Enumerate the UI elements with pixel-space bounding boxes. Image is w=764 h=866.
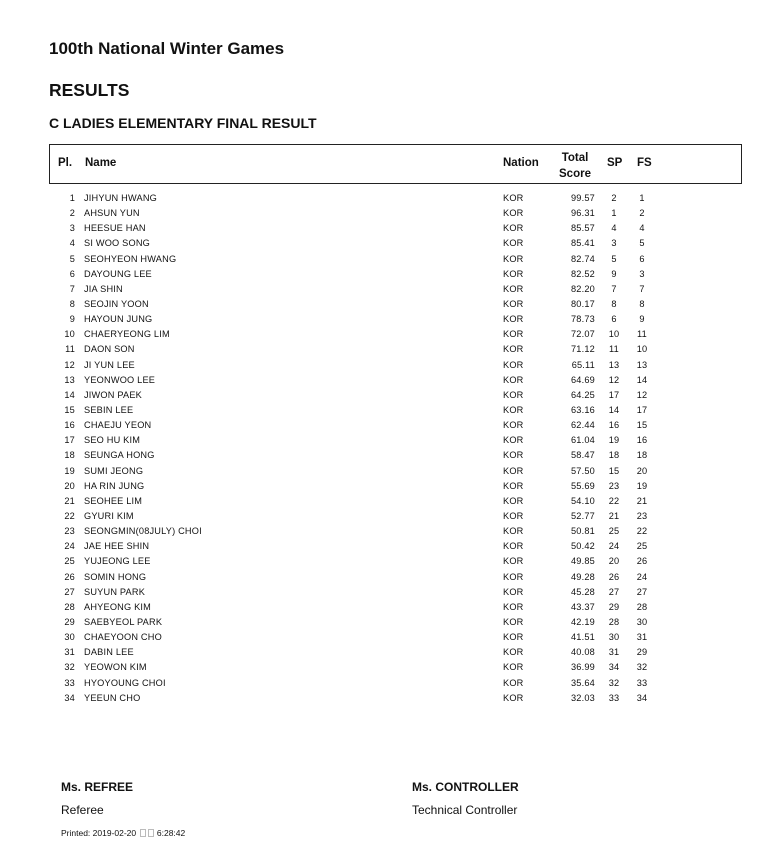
cell-fs-rank: 16 (636, 435, 648, 446)
cell-nation: KOR (503, 647, 524, 658)
cell-fs-rank: 13 (636, 359, 648, 370)
cell-name: SEO HU KIM (84, 435, 141, 446)
cell-sp-rank: 24 (608, 541, 620, 552)
cell-place: 22 (64, 510, 75, 521)
cell-sp-rank: 3 (611, 238, 617, 249)
cell-sp-rank: 10 (608, 329, 620, 340)
cell-sp-rank: 25 (608, 526, 620, 537)
cell-place: 4 (69, 238, 75, 249)
cell-fs-rank: 8 (639, 298, 645, 309)
table-row (0, 222, 764, 237)
cell-nation: KOR (503, 450, 524, 461)
cell-name: CHAEJU YEON (84, 420, 152, 431)
cell-sp-rank: 17 (608, 389, 620, 400)
cell-nation: KOR (503, 541, 524, 552)
cell-name: SUMI JEONG (84, 465, 144, 476)
cell-place: 33 (64, 677, 75, 688)
cell-sp-rank: 18 (608, 450, 620, 461)
table-row (0, 298, 764, 313)
table-row (0, 510, 764, 525)
cell-nation: KOR (503, 223, 524, 234)
cell-sp-rank: 19 (608, 435, 620, 446)
cell-fs-rank: 22 (636, 526, 648, 537)
cell-total-score: 58.47 (571, 450, 595, 461)
cell-name: SAEBYEOL PARK (84, 616, 163, 627)
cell-fs-rank: 29 (636, 647, 648, 658)
cell-place: 23 (64, 526, 75, 537)
cell-place: 27 (64, 586, 75, 597)
cell-place: 29 (64, 616, 75, 627)
cell-name: HAYOUN JUNG (84, 314, 153, 325)
cell-sp-rank: 20 (608, 556, 620, 567)
cell-place: 30 (64, 632, 75, 643)
cell-total-score: 63.16 (571, 404, 595, 415)
cell-nation: KOR (503, 632, 524, 643)
cell-fs-rank: 15 (636, 420, 648, 431)
cell-nation: KOR (503, 510, 524, 521)
cell-sp-rank: 1 (611, 208, 617, 219)
cell-fs-rank: 12 (636, 389, 648, 400)
column-header-total-line2: Score (559, 168, 591, 180)
printed-date: Printed: 2019-02-20 (61, 828, 137, 838)
cell-name: YEONWOO LEE (84, 374, 156, 385)
cell-name: YEEUN CHO (84, 692, 141, 703)
cell-place: 31 (64, 647, 75, 658)
cell-total-score: 55.69 (571, 480, 595, 491)
cell-place: 8 (69, 298, 75, 309)
cell-fs-rank: 6 (639, 253, 645, 264)
cell-total-score: 43.37 (571, 601, 595, 612)
cell-fs-rank: 33 (636, 677, 648, 688)
cell-name: HYOYOUNG CHOI (84, 677, 166, 688)
cell-total-score: 65.11 (571, 359, 595, 370)
cell-name: JIA SHIN (84, 283, 123, 294)
cell-sp-rank: 33 (608, 692, 620, 703)
cell-fs-rank: 26 (636, 556, 648, 567)
table-row (0, 646, 764, 661)
cell-fs-rank: 2 (639, 208, 645, 219)
table-row (0, 343, 764, 358)
cell-nation: KOR (503, 314, 524, 325)
cell-sp-rank: 14 (608, 404, 620, 415)
table-row (0, 480, 764, 495)
cell-name: SEONGMIN(08JULY) CHOI (84, 526, 202, 537)
cell-place: 26 (64, 571, 75, 582)
cell-name: JIWON PAEK (84, 389, 142, 400)
table-row (0, 404, 764, 419)
table-row (0, 389, 764, 404)
printed-time: 6:28:42 (156, 828, 186, 838)
cell-total-score: 78.73 (571, 314, 595, 325)
cell-fs-rank: 24 (636, 571, 648, 582)
cell-name: DAYOUNG LEE (84, 268, 152, 279)
table-row (0, 525, 764, 540)
referee-name: Ms. REFREE (61, 780, 134, 794)
cell-total-score: 82.20 (571, 283, 595, 294)
cell-nation: KOR (503, 556, 524, 567)
cell-fs-rank: 3 (639, 268, 645, 279)
cell-place: 5 (69, 253, 75, 264)
table-row (0, 677, 764, 692)
cell-total-score: 45.28 (571, 586, 595, 597)
cell-total-score: 50.81 (571, 526, 595, 537)
cell-place: 21 (64, 495, 75, 506)
column-header-total-score (553, 150, 597, 182)
cell-nation: KOR (503, 662, 524, 673)
referee-role: Referee (61, 803, 104, 817)
cell-sp-rank: 11 (609, 344, 619, 355)
cell-total-score: 57.50 (571, 465, 595, 476)
cell-name: AHYEONG KIM (84, 601, 152, 612)
cell-name: JI YUN LEE (84, 359, 135, 370)
table-row (0, 555, 764, 570)
cell-nation: KOR (503, 435, 524, 446)
table-row (0, 207, 764, 222)
cell-sp-rank: 28 (608, 616, 620, 627)
event-title: 100th National Winter Games (49, 39, 285, 58)
cell-total-score: 80.17 (571, 298, 595, 309)
category-title: C LADIES ELEMENTARY FINAL RESULT (49, 115, 317, 131)
printed-timestamp (61, 828, 185, 838)
cell-sp-rank: 13 (608, 359, 620, 370)
cell-sp-rank: 21 (608, 510, 620, 521)
cell-nation: KOR (503, 495, 524, 506)
cell-place: 19 (64, 465, 75, 476)
cell-fs-rank: 11 (637, 329, 647, 340)
cell-place: 11 (65, 344, 75, 355)
cell-place: 9 (69, 314, 75, 325)
cell-name: SI WOO SONG (84, 238, 151, 249)
cell-total-score: 49.28 (571, 571, 595, 582)
table-row (0, 328, 764, 343)
cell-nation: KOR (503, 208, 524, 219)
cell-nation: KOR (503, 692, 524, 703)
missing-glyph-icon (140, 829, 146, 837)
cell-name: DAON SON (84, 344, 135, 355)
cell-sp-rank: 7 (611, 283, 617, 294)
cell-sp-rank: 22 (608, 495, 620, 506)
cell-fs-rank: 20 (636, 465, 648, 476)
controller-role: Technical Controller (412, 803, 518, 817)
column-header-name: Name (85, 157, 117, 169)
cell-total-score: 36.99 (571, 662, 595, 673)
cell-place: 10 (64, 329, 75, 340)
cell-nation: KOR (503, 586, 524, 597)
cell-total-score: 54.10 (571, 495, 595, 506)
cell-fs-rank: 31 (636, 632, 648, 643)
cell-total-score: 72.07 (571, 329, 595, 340)
cell-sp-rank: 5 (611, 253, 617, 264)
table-row (0, 253, 764, 268)
cell-name: CHAERYEONG LIM (84, 329, 170, 340)
cell-sp-rank: 2 (611, 193, 617, 203)
cell-name: DABIN LEE (84, 647, 134, 658)
cell-name: JAE HEE SHIN (84, 541, 150, 552)
cell-total-score: 61.04 (571, 435, 595, 446)
cell-total-score: 40.08 (571, 647, 595, 658)
table-row (0, 283, 764, 298)
cell-total-score: 82.74 (571, 253, 595, 264)
cell-nation: KOR (503, 268, 524, 279)
cell-place: 6 (69, 268, 75, 279)
table-row (0, 692, 764, 707)
cell-place: 2 (69, 208, 75, 219)
cell-fs-rank: 14 (636, 374, 648, 385)
cell-sp-rank: 9 (611, 268, 617, 279)
cell-sp-rank: 30 (608, 632, 620, 643)
cell-place: 24 (64, 541, 75, 552)
cell-total-score: 42.19 (571, 616, 595, 627)
cell-total-score: 50.42 (571, 541, 595, 552)
table-row (0, 374, 764, 389)
cell-nation: KOR (503, 389, 524, 400)
cell-nation: KOR (503, 329, 524, 340)
cell-total-score: 82.52 (571, 268, 595, 279)
cell-fs-rank: 9 (639, 314, 645, 325)
cell-nation: KOR (503, 193, 524, 203)
cell-fs-rank: 30 (636, 616, 648, 627)
table-row (0, 313, 764, 328)
table-row (0, 268, 764, 283)
cell-sp-rank: 32 (608, 677, 620, 688)
cell-nation: KOR (503, 677, 524, 688)
cell-fs-rank: 4 (639, 223, 645, 234)
table-row (0, 465, 764, 480)
table-row (0, 495, 764, 510)
cell-name: SEBIN LEE (84, 404, 134, 415)
cell-place: 28 (64, 601, 75, 612)
cell-place: 17 (64, 435, 75, 446)
cell-sp-rank: 12 (608, 374, 620, 385)
cell-fs-rank: 25 (636, 541, 648, 552)
table-row (0, 540, 764, 555)
cell-sp-rank: 15 (608, 465, 620, 476)
cell-fs-rank: 17 (636, 404, 648, 415)
cell-name: AHSUN YUN (84, 208, 140, 219)
cell-nation: KOR (503, 571, 524, 582)
cell-sp-rank: 23 (608, 480, 620, 491)
cell-name: SUYUN PARK (84, 586, 146, 597)
cell-nation: KOR (503, 480, 524, 491)
cell-fs-rank: 23 (636, 510, 648, 521)
controller-name: Ms. CONTROLLER (412, 780, 519, 794)
cell-nation: KOR (503, 283, 524, 294)
cell-nation: KOR (503, 374, 524, 385)
cell-place: 34 (64, 692, 75, 703)
cell-sp-rank: 8 (611, 298, 617, 309)
cell-name: SEOHYEON HWANG (84, 253, 177, 264)
cell-nation: KOR (503, 616, 524, 627)
results-table-header (49, 144, 742, 184)
cell-total-score: 41.51 (571, 632, 595, 643)
cell-sp-rank: 29 (608, 601, 620, 612)
cell-place: 12 (64, 359, 75, 370)
cell-fs-rank: 10 (636, 344, 648, 355)
column-header-place: Pl. (58, 157, 73, 169)
table-row (0, 434, 764, 449)
cell-sp-rank: 34 (608, 662, 620, 673)
cell-place: 1 (69, 193, 75, 203)
column-header-sp: SP (607, 157, 623, 169)
cell-total-score: 85.41 (571, 238, 595, 249)
results-title: RESULTS (49, 80, 130, 100)
table-row (0, 601, 764, 616)
table-row (0, 192, 764, 207)
cell-nation: KOR (503, 344, 524, 355)
cell-total-score: 32.03 (571, 692, 595, 703)
cell-name: JIHYUN HWANG (84, 193, 158, 203)
missing-glyph-icon (148, 829, 154, 837)
cell-fs-rank: 1 (639, 193, 645, 203)
cell-fs-rank: 5 (639, 238, 645, 249)
cell-nation: KOR (503, 253, 524, 264)
cell-total-score: 99.57 (571, 193, 595, 203)
cell-place: 25 (64, 556, 75, 567)
cell-nation: KOR (503, 359, 524, 370)
cell-total-score: 35.64 (571, 677, 595, 688)
column-header-fs: FS (637, 157, 652, 169)
cell-place: 32 (64, 662, 75, 673)
cell-nation: KOR (503, 298, 524, 309)
cell-name: YUJEONG LEE (84, 556, 151, 567)
cell-nation: KOR (503, 601, 524, 612)
cell-name: SEOHEE LIM (84, 495, 143, 506)
cell-sp-rank: 27 (608, 586, 620, 597)
cell-fs-rank: 34 (636, 692, 648, 703)
results-table-body (0, 192, 764, 707)
table-row (0, 571, 764, 586)
cell-fs-rank: 19 (636, 480, 648, 491)
cell-place: 7 (69, 283, 75, 294)
cell-total-score: 71.12 (571, 344, 595, 355)
cell-fs-rank: 32 (636, 662, 648, 673)
cell-place: 3 (69, 223, 75, 234)
cell-name: SEUNGA HONG (84, 450, 155, 461)
cell-total-score: 49.85 (571, 556, 595, 567)
cell-sp-rank: 31 (608, 647, 620, 658)
cell-name: CHAEYOON CHO (84, 632, 162, 643)
table-row (0, 237, 764, 252)
cell-name: SOMIN HONG (84, 571, 147, 582)
cell-place: 18 (64, 450, 75, 461)
table-row (0, 616, 764, 631)
cell-nation: KOR (503, 404, 524, 415)
cell-sp-rank: 26 (608, 571, 620, 582)
cell-nation: KOR (503, 526, 524, 537)
table-row (0, 359, 764, 374)
cell-place: 13 (64, 374, 75, 385)
column-header-total-line1: Total (561, 152, 589, 164)
cell-sp-rank: 6 (611, 314, 617, 325)
cell-total-score: 64.69 (571, 374, 595, 385)
cell-name: HA RIN JUNG (84, 480, 145, 491)
cell-fs-rank: 27 (636, 586, 648, 597)
cell-place: 14 (64, 389, 75, 400)
cell-nation: KOR (503, 465, 524, 476)
cell-fs-rank: 7 (639, 283, 645, 294)
cell-place: 20 (64, 480, 75, 491)
cell-total-score: 64.25 (571, 389, 595, 400)
cell-fs-rank: 18 (636, 450, 648, 461)
cell-name: GYURI KIM (84, 510, 134, 521)
column-header-nation: Nation (503, 157, 539, 169)
table-row (0, 449, 764, 464)
cell-total-score: 52.77 (571, 510, 595, 521)
cell-total-score: 96.31 (571, 208, 595, 219)
cell-fs-rank: 21 (636, 495, 648, 506)
cell-total-score: 85.57 (571, 223, 595, 234)
cell-name: SEOJIN YOON (84, 298, 149, 309)
table-row (0, 661, 764, 676)
cell-name: YEOWON KIM (84, 662, 147, 673)
cell-fs-rank: 28 (636, 601, 648, 612)
cell-sp-rank: 16 (608, 420, 620, 431)
cell-place: 16 (64, 420, 75, 431)
table-row (0, 631, 764, 646)
cell-nation: KOR (503, 238, 524, 249)
cell-sp-rank: 4 (611, 223, 617, 234)
table-row (0, 419, 764, 434)
cell-total-score: 62.44 (571, 420, 595, 431)
cell-nation: KOR (503, 420, 524, 431)
cell-name: HEESUE HAN (84, 223, 146, 234)
table-row (0, 586, 764, 601)
cell-place: 15 (64, 404, 75, 415)
